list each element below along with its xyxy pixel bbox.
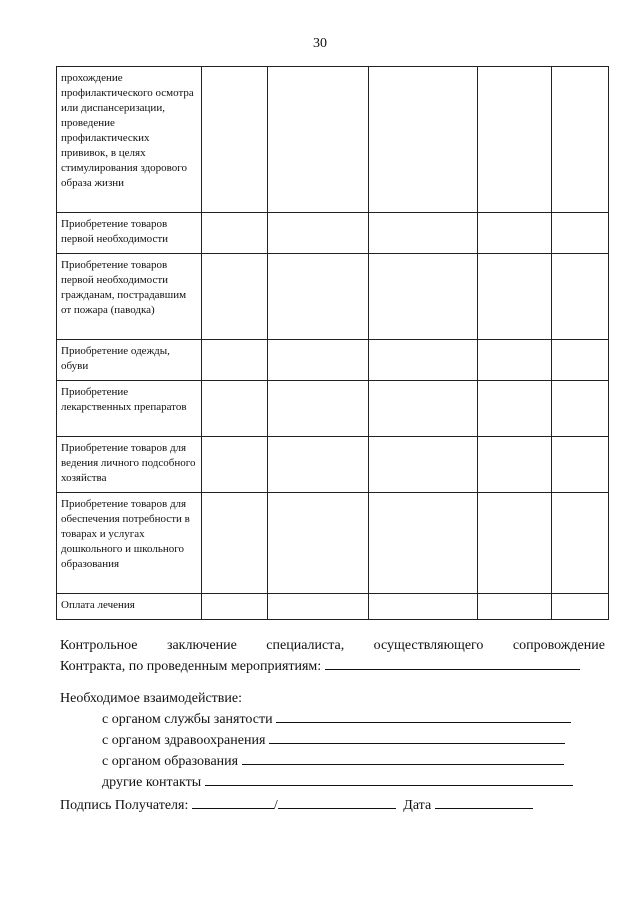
interaction-label: с органом здравоохранения bbox=[102, 733, 266, 748]
table-row bbox=[57, 67, 609, 213]
table-cell bbox=[368, 67, 477, 213]
row-label: Оплата лечения bbox=[57, 594, 202, 620]
table-row bbox=[57, 213, 609, 254]
table-cell bbox=[202, 381, 268, 437]
signature-label: Подпись Получателя: bbox=[60, 798, 189, 813]
interaction-item bbox=[60, 771, 605, 792]
table-cell bbox=[477, 67, 551, 213]
table-cell bbox=[477, 213, 551, 254]
interaction-item bbox=[60, 708, 605, 729]
table-cell bbox=[368, 381, 477, 437]
table-cell bbox=[477, 254, 551, 340]
table-cell bbox=[267, 381, 368, 437]
conclusion-word: осуществляющего bbox=[373, 638, 484, 653]
table-cell bbox=[368, 493, 477, 594]
interaction-title: Необходимое взаимодействие: bbox=[60, 691, 243, 706]
table-row bbox=[57, 594, 609, 620]
table-row bbox=[57, 437, 609, 493]
table-row bbox=[57, 381, 609, 437]
table-cell bbox=[267, 437, 368, 493]
table-cell bbox=[477, 594, 551, 620]
interaction-item bbox=[60, 729, 605, 750]
employment-service-field[interactable] bbox=[276, 708, 571, 723]
page-number: 30 bbox=[313, 36, 327, 51]
table-cell bbox=[368, 213, 477, 254]
conclusion-field[interactable] bbox=[325, 655, 580, 670]
table-cell bbox=[267, 213, 368, 254]
date-field[interactable] bbox=[435, 794, 533, 809]
table-cell bbox=[552, 381, 609, 437]
table-cell bbox=[552, 213, 609, 254]
table-cell bbox=[477, 493, 551, 594]
table-cell bbox=[552, 594, 609, 620]
table-cell bbox=[202, 254, 268, 340]
table-cell bbox=[477, 381, 551, 437]
conclusion-word: сопровождение bbox=[512, 638, 605, 653]
table-cell bbox=[368, 594, 477, 620]
table-cell bbox=[267, 340, 368, 381]
conclusion-word: Контрольное bbox=[60, 638, 138, 653]
required-interaction bbox=[60, 690, 605, 792]
table-cell bbox=[202, 493, 268, 594]
table-cell bbox=[267, 594, 368, 620]
row-label: Приобретение товаров первой необходимости bbox=[57, 213, 202, 254]
row-label: прохождение профилактического осмотра или диспансеризации, проведение профилактических прививок, в целях стимулирования здорового образа жизни bbox=[57, 67, 202, 213]
table-cell bbox=[477, 437, 551, 493]
table-cell bbox=[552, 437, 609, 493]
table-cell bbox=[202, 213, 268, 254]
date-label: Дата bbox=[403, 798, 432, 813]
table-cell bbox=[552, 67, 609, 213]
signature-name-field[interactable] bbox=[278, 794, 396, 809]
table-cell bbox=[267, 254, 368, 340]
signature-line bbox=[60, 794, 533, 814]
table-row bbox=[57, 493, 609, 594]
table-row bbox=[57, 254, 609, 340]
row-label: Приобретение лекарственных препаратов bbox=[57, 381, 202, 437]
table-row bbox=[57, 340, 609, 381]
table-cell bbox=[267, 67, 368, 213]
conclusion-word: специалиста, bbox=[266, 638, 345, 653]
table-cell bbox=[552, 493, 609, 594]
table-cell bbox=[552, 254, 609, 340]
conclusion-label: Контракта, по проведенным мероприятиям: bbox=[60, 659, 322, 674]
signature-field[interactable] bbox=[192, 794, 274, 809]
row-label: Приобретение товаров первой необходимости гражданам, пострадавшим от пожара (паводка) bbox=[57, 254, 202, 340]
conclusion-line-1 bbox=[60, 636, 605, 655]
table-cell bbox=[368, 254, 477, 340]
education-field[interactable] bbox=[242, 750, 564, 765]
healthcare-field[interactable] bbox=[269, 729, 565, 744]
table-cell bbox=[267, 493, 368, 594]
other-contacts-field[interactable] bbox=[205, 771, 573, 786]
table-cell bbox=[368, 340, 477, 381]
services-table bbox=[56, 66, 609, 620]
table-cell bbox=[477, 340, 551, 381]
signature-separator: / bbox=[273, 798, 278, 813]
table-cell bbox=[202, 437, 268, 493]
row-label: Приобретение одежды, обуви bbox=[57, 340, 202, 381]
interaction-item bbox=[60, 750, 605, 771]
specialist-conclusion bbox=[60, 636, 605, 676]
interaction-label: с органом образования bbox=[102, 754, 239, 769]
interaction-label: с органом службы занятости bbox=[102, 712, 273, 727]
table-cell bbox=[552, 340, 609, 381]
table-cell bbox=[368, 437, 477, 493]
table-cell bbox=[202, 67, 268, 213]
conclusion-line-2 bbox=[60, 655, 605, 676]
row-label: Приобретение товаров для обеспечения потребности в товарах и услугах дошкольного и школьного образования bbox=[57, 493, 202, 594]
row-label: Приобретение товаров для ведения личного подсобного хозяйства bbox=[57, 437, 202, 493]
table-cell bbox=[202, 594, 268, 620]
interaction-label: другие контакты bbox=[102, 775, 202, 790]
conclusion-word: заключение bbox=[166, 638, 237, 653]
table-cell bbox=[202, 340, 268, 381]
